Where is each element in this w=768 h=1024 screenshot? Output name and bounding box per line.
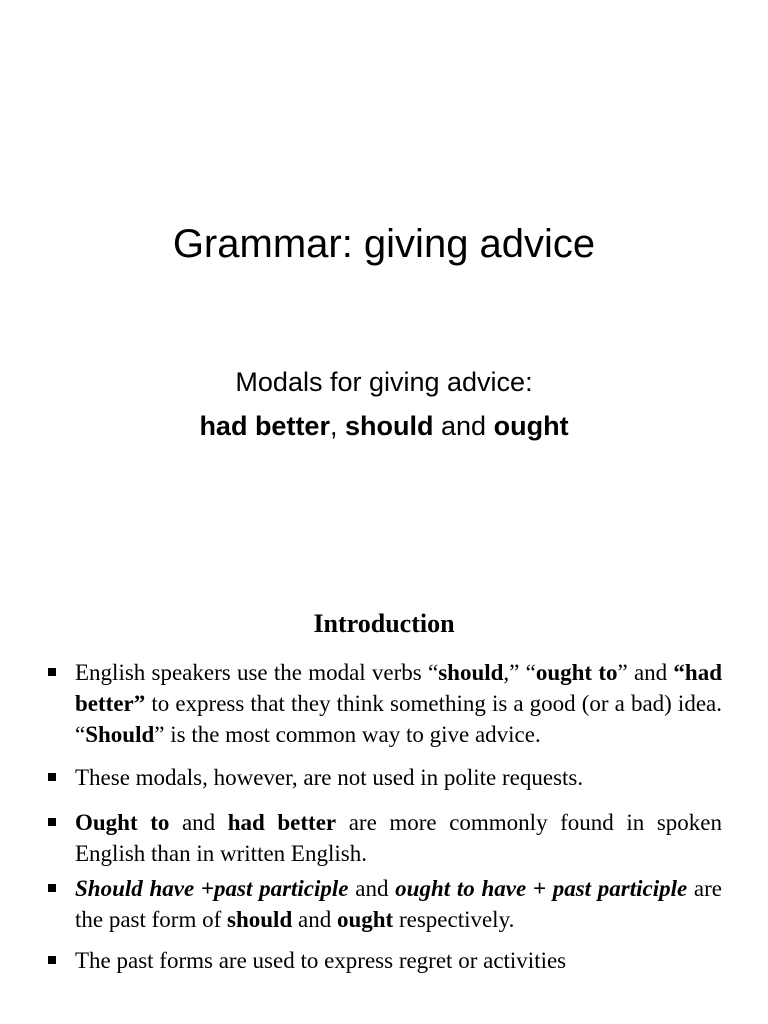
bullet-marker-icon	[48, 884, 56, 892]
slide-title: Grammar: giving advice	[172, 222, 596, 266]
bullet-bold-italic: Should have +past participle	[75, 876, 349, 901]
bullet-bold: Ought to	[75, 810, 170, 835]
bullet-list	[48, 657, 722, 976]
subtitle-separator: ,	[329, 411, 338, 441]
subtitle-conjunction: and	[441, 411, 487, 441]
bullet-marker-icon	[48, 668, 56, 676]
bullet-text: and	[292, 907, 337, 932]
bullet-text: ,” “	[503, 660, 536, 685]
slide-subtitle	[0, 360, 768, 448]
bullet-item-3	[48, 807, 722, 869]
bullet-text: to express that they think something is a good (or a bad) idea. “	[75, 691, 722, 747]
bullet-text: English speakers use the modal verbs “	[75, 660, 439, 685]
bullet-item-5	[48, 945, 722, 976]
bullet-bold: should	[227, 907, 293, 932]
bullet-text: These modals, however, are not used in polite requests.	[75, 765, 584, 790]
bullet-marker-icon	[48, 818, 56, 826]
intro-heading: Introduction	[313, 609, 455, 638]
bullet-bold: “had better”	[75, 660, 722, 716]
bullet-text: respectively.	[393, 907, 515, 932]
bullet-text: ” is the most common way to give advice.	[154, 722, 541, 747]
bullet-bold-italic: ought to have + past participle	[395, 876, 688, 901]
bullet-text: ” and	[617, 660, 674, 685]
bullet-text: and	[169, 810, 228, 835]
bullet-bold: should	[438, 660, 504, 685]
bullet-bold: had better	[227, 810, 337, 835]
subtitle-line-2	[0, 404, 768, 448]
bullet-item-4	[48, 873, 722, 935]
bullet-text: The past forms are used to express regret or activities	[75, 948, 567, 973]
bullet-text: and	[348, 876, 396, 901]
bullet-bold: ought to	[535, 660, 618, 685]
subtitle-line-1: Modals for giving advice:	[235, 367, 533, 397]
bullet-marker-icon	[48, 956, 56, 964]
bullet-item-1	[48, 657, 722, 750]
bullet-text: are more commonly found in spoken English than in written English.	[75, 810, 723, 866]
modal-had-better: had better	[199, 411, 330, 441]
bullet-bold: ought	[336, 907, 394, 932]
modal-ought: ought	[493, 411, 569, 441]
bullet-bold: Should	[85, 722, 155, 747]
modal-should: should	[345, 411, 434, 441]
bullet-text: are the past form of	[75, 876, 723, 932]
bullet-marker-icon	[48, 773, 56, 781]
bullet-item-2	[48, 762, 722, 793]
